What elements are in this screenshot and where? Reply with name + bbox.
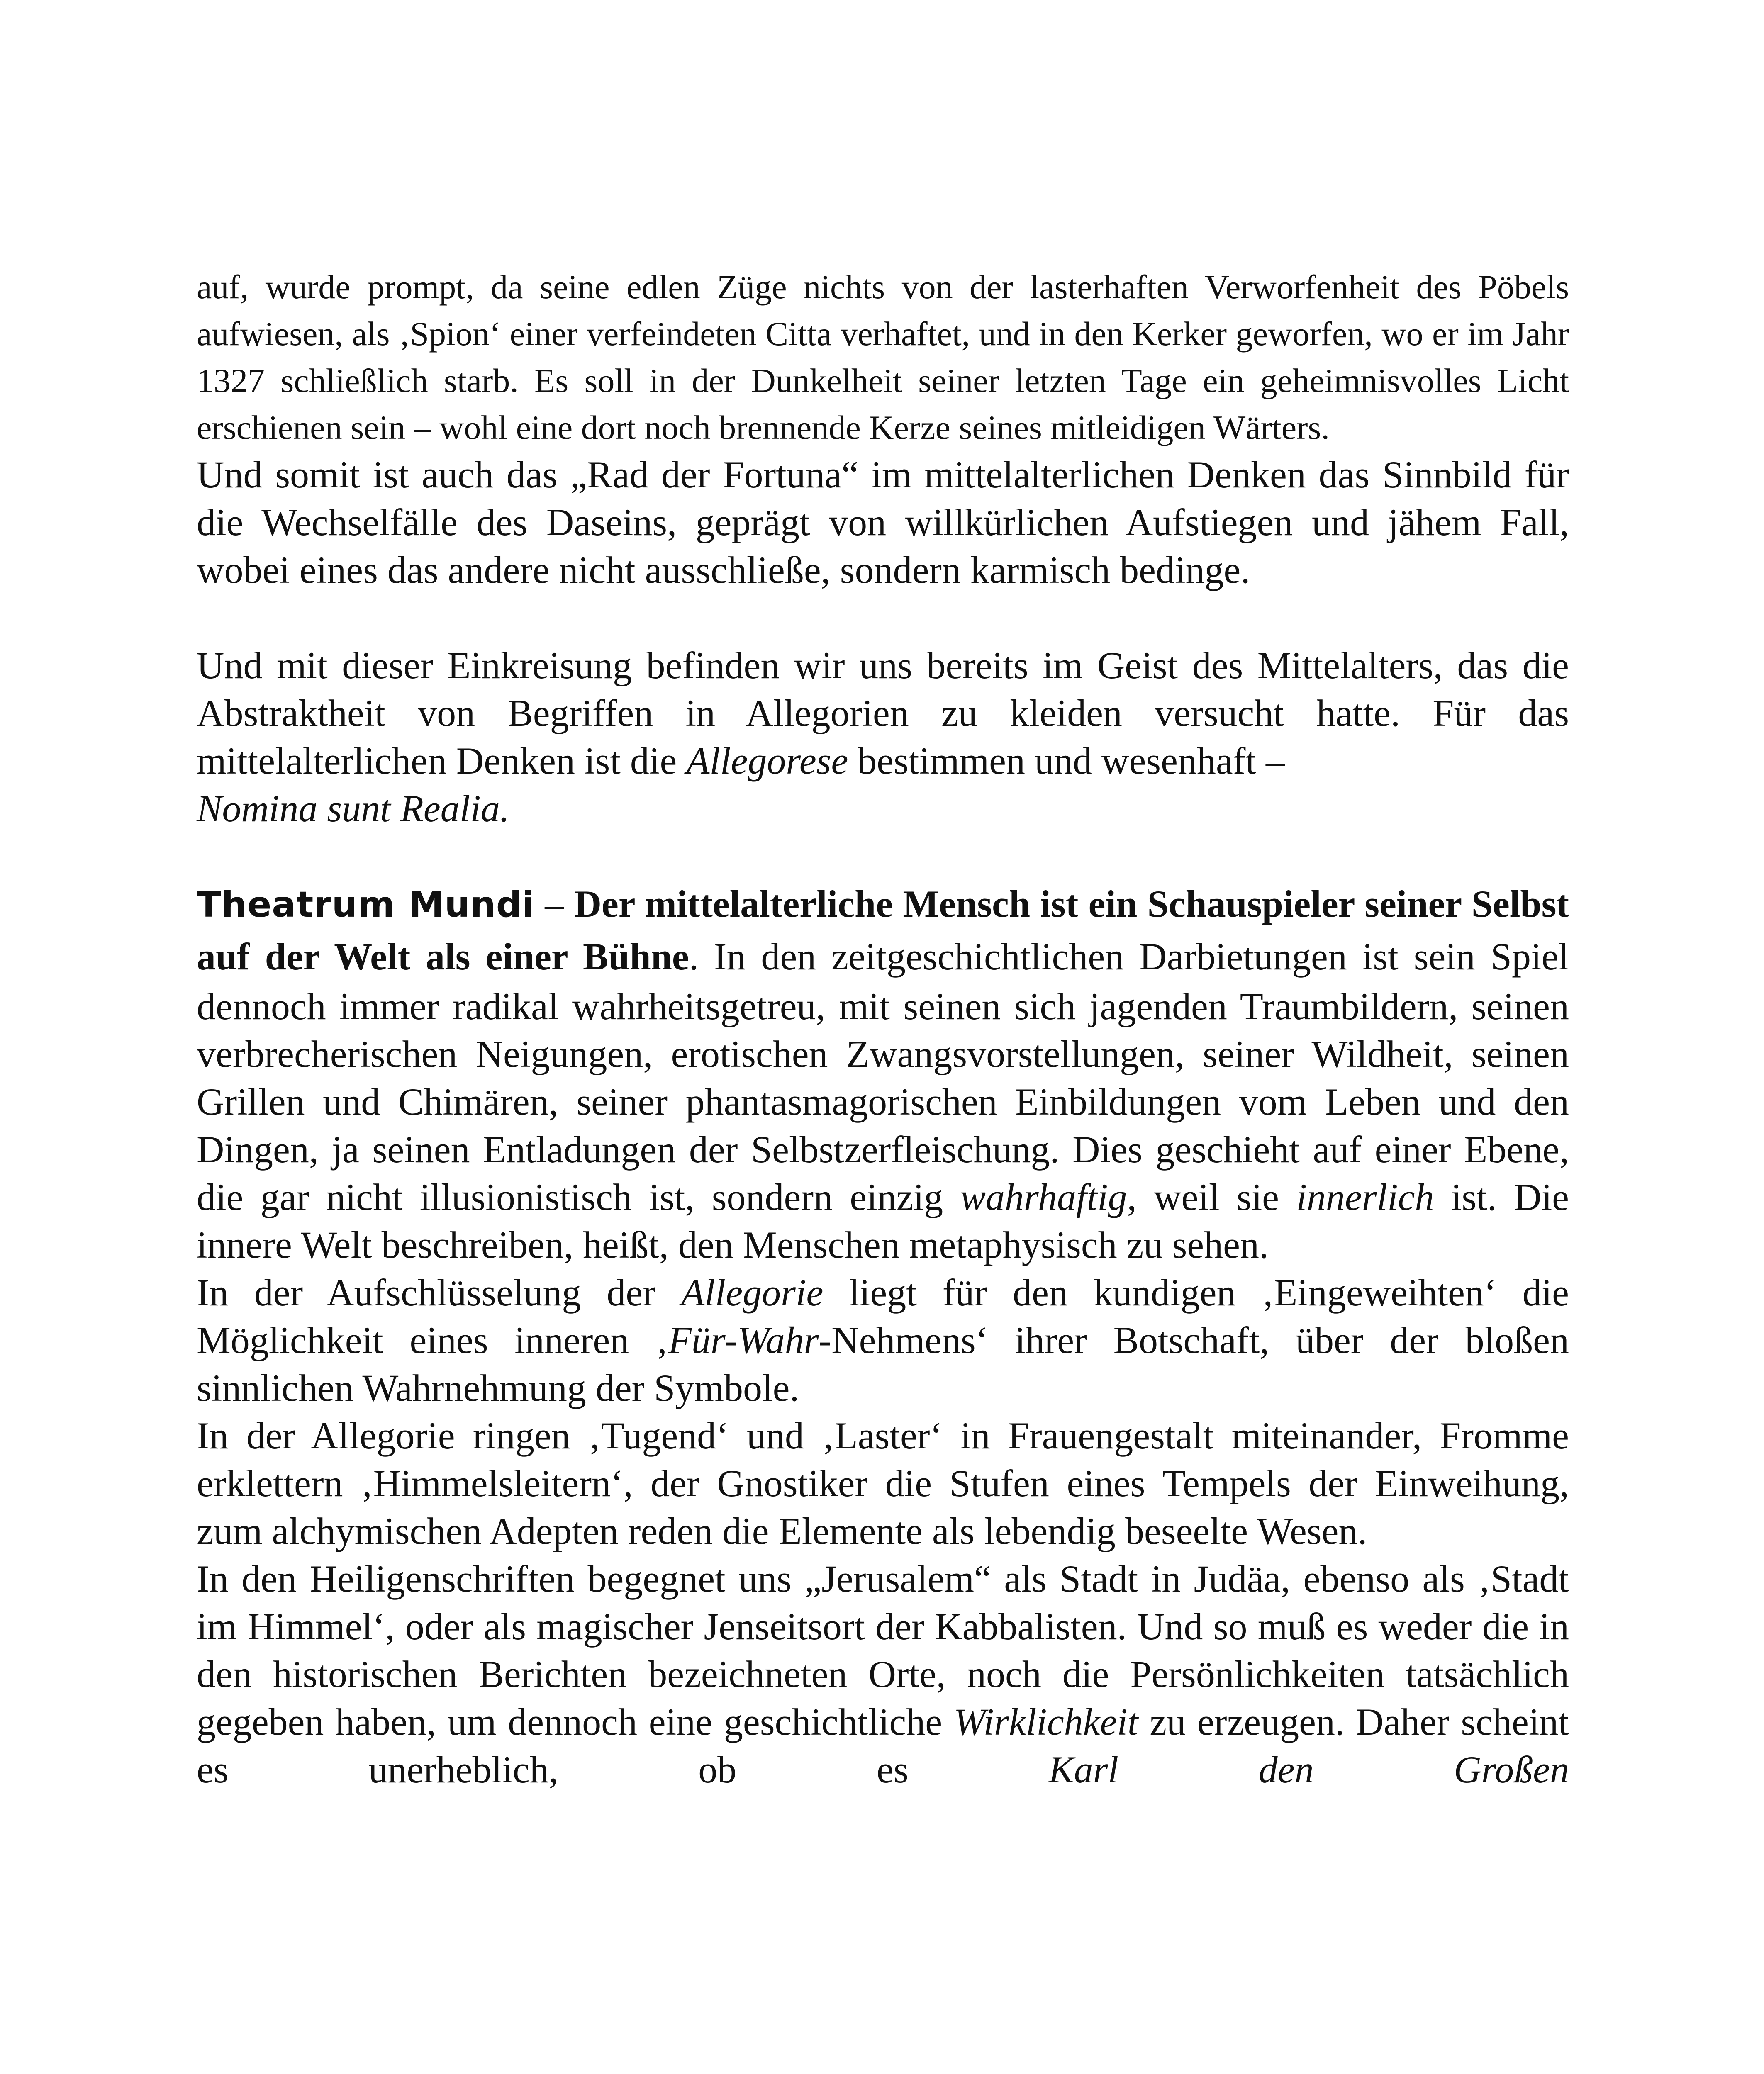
- paragraph-4-italic-b: innerlich: [1296, 1176, 1434, 1218]
- paragraph-7-text-a: In den Heiligenschriften begegnet uns „Jerusalem“ als Stadt in Judäa, ebenso als ‚Stadt im Himmel‘, oder als magischer Jenseitsort der Kabbalisten. Und so muß es weder die in den historischen Berichten bezeichneten Orte, noch die Persönlichkeiten tatsächlich gegeben haben, um dennoch eine geschichtliche: [197, 1558, 1569, 1743]
- paragraph-2: [197, 451, 1569, 594]
- paragraph-5-italic-b: Für-Wahr: [668, 1319, 819, 1361]
- paragraph-5-italic-a: Allegorie: [681, 1271, 824, 1314]
- paragraph-5-text-c: -Nehmens‘ ihrer Botschaft, über der bloßen sinnlichen Wahrnehmung der Symbole.: [197, 1319, 1569, 1409]
- paragraph-2-text: Und somit ist auch das „Rad der Fortuna“ im mittelalterlichen Denken das Sinnbild für die Wechselfälle des Daseins, geprägt von willkürlichen Aufstiegen und jähem Fall, wobei eines das andere nicht ausschließe, sondern karmisch bedinge.: [197, 453, 1569, 591]
- paragraph-6-text: In der Allegorie ringen ‚Tugend‘ und ‚Laster‘ in Frauengestalt miteinander, Fromme erklettern ‚Himmelsleitern‘, der Gnostiker die Stufen eines Tempels der Einweihung, zum alchymischen Adepten reden die Elemente als lebendig beseelte Wesen.: [197, 1414, 1569, 1552]
- paragraph-4: [197, 878, 1569, 1269]
- paragraph-3-text-b: bestimmen und wesenhaft –: [848, 740, 1285, 782]
- paragraph-1-text: auf, wurde prompt, da seine edlen Züge nichts von der lasterhaften Verworfenheit des Pöbels aufwiesen, als ‚Spion‘ einer verfeindeten Citta verhaftet, und in den Kerker geworfen, wo er im Jahr 1327 schließlich starb. Es soll in der Dunkelheit seiner letzten Tage ein geheimnisvolles Licht erschienen sein – wohl eine dort noch brennende Kerze seines mitleidigen Wärters.: [197, 268, 1569, 446]
- paragraph-5-text-b: liegt für den kundigen ‚Eingeweihten‘ die Möglichkeit eines inneren ‚: [197, 1271, 1569, 1361]
- paragraph-3-italic-b: Nomina sunt Realia.: [197, 787, 509, 830]
- paragraph-4-text-a: . In den zeitgeschichtlichen Darbietungen ist sein Spiel dennoch immer radikal wahrheitsgetreu, mit seinen sich jagenden Traumbildern, seinen verbrecherischen Neigungen, erotischen Zwangsvorstellungen, seiner Wildheit, seinen Grillen und Chimären, seiner phantasmagorischen Einbildungen vom Leben und den Dingen, ja seinen Entladungen der Selbstzerfleischung. Dies geschieht auf einer Ebene, die gar nicht illusionistisch ist, sondern einzig: [197, 935, 1569, 1218]
- body-text: [197, 263, 1569, 1794]
- paragraph-7-text-b: zu erzeugen. Daher scheint es unerheblich, ob es: [197, 1701, 1569, 1791]
- paragraph-7-italic-b: Karl den Großen: [1048, 1748, 1569, 1791]
- paragraph-5-text-a: In der Aufschlüsselung der: [197, 1271, 681, 1314]
- paragraph-4-text-c: ist. Die innere Welt beschreiben, heißt, den Menschen metaphysisch zu sehen.: [197, 1176, 1569, 1266]
- paragraph-5: [197, 1269, 1569, 1412]
- section-heading-decorative: Theatrum Mundi: [197, 884, 535, 925]
- paragraph-6: [197, 1412, 1569, 1555]
- section-heading-bold: Der mittelalterliche Mensch ist ein Schauspieler seiner Selbst auf der Welt als einer Bühne: [197, 883, 1569, 978]
- paragraph-3: [197, 642, 1569, 833]
- paragraph-7: [197, 1555, 1569, 1794]
- paragraph-7-italic-a: Wirklichkeit: [953, 1701, 1138, 1743]
- paragraph-1: [197, 263, 1569, 451]
- paragraph-4-italic-a: wahrhaftig: [960, 1176, 1127, 1218]
- paragraph-3-italic-a: Allegorese: [686, 740, 848, 782]
- paragraph-3-text-a: Und mit dieser Einkreisung befinden wir uns bereits im Geist des Mittelalters, das die Abstraktheit von Begriffen in Allegorien zu kleiden versucht hatte. Für das mittelalterlichen Denken ist die: [197, 644, 1569, 782]
- paragraph-4-text-b: , weil sie: [1127, 1176, 1296, 1218]
- section-heading-dash: –: [534, 883, 574, 925]
